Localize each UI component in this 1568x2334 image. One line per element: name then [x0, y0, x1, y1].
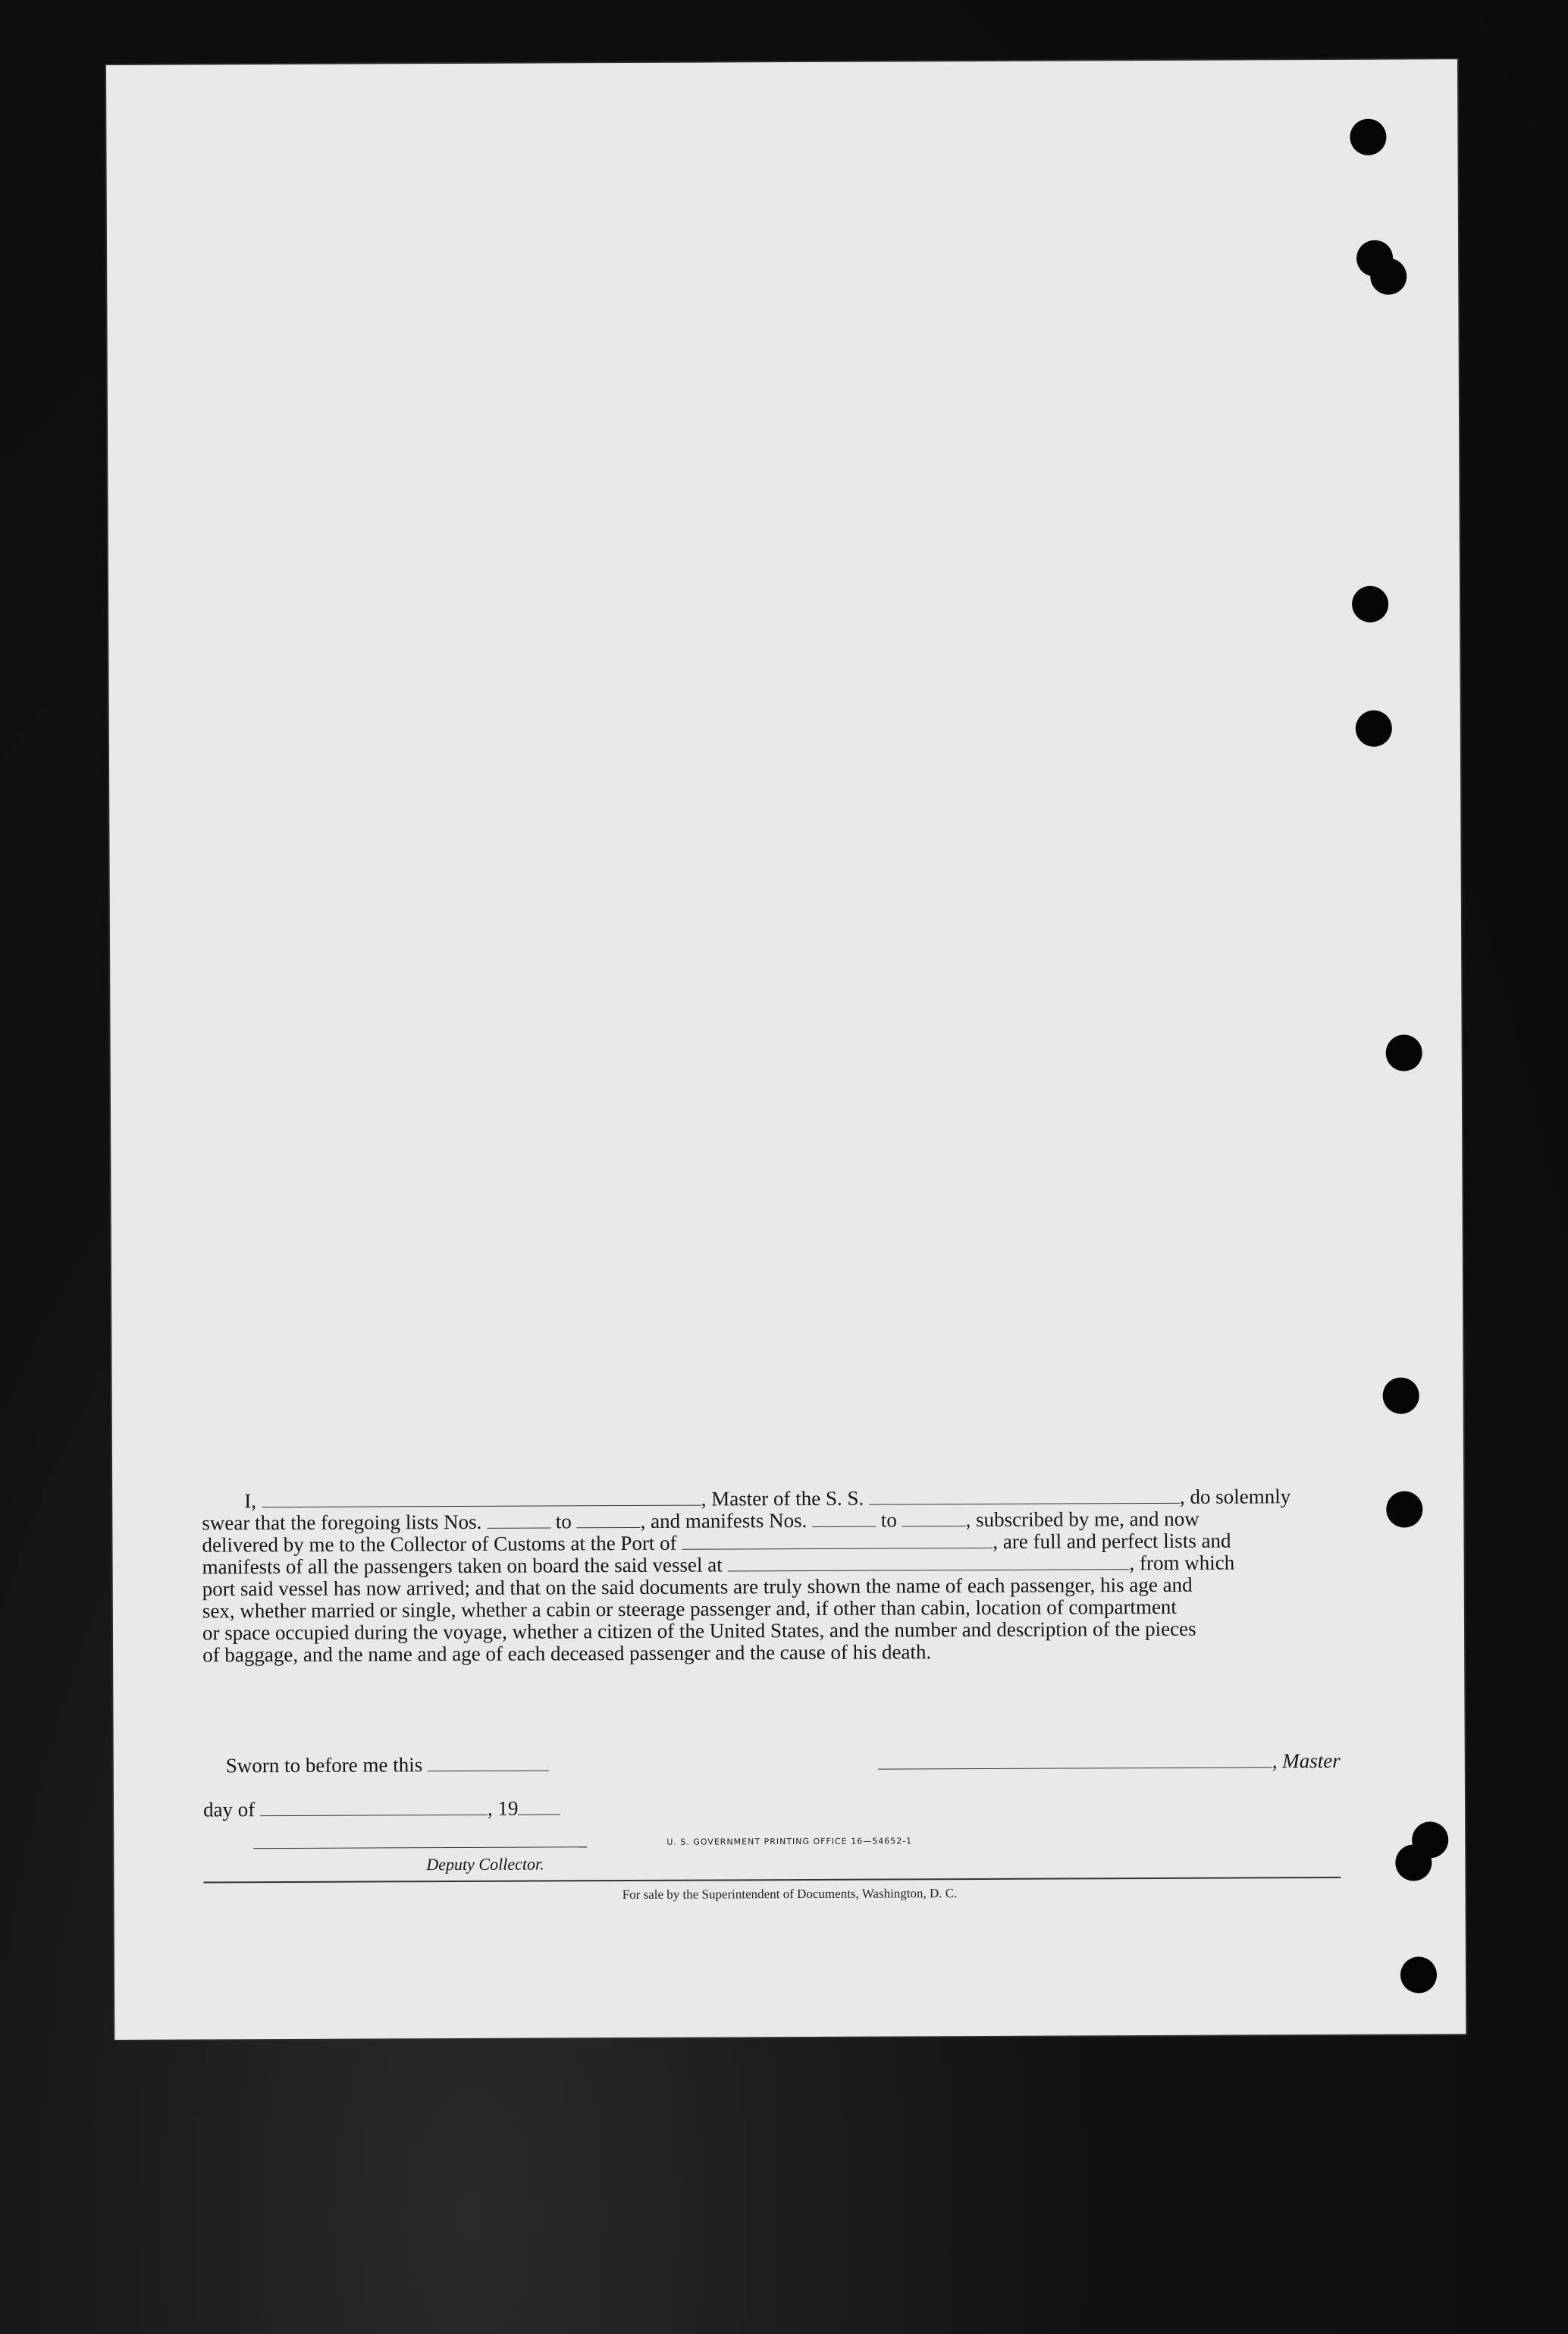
oath-text: , and manifests Nos.	[640, 1508, 808, 1532]
punch-hole	[1395, 1844, 1432, 1881]
sworn-label: Sworn to before me this	[225, 1753, 423, 1777]
ship-name-blank	[869, 1489, 1180, 1505]
oath-text: , are full and perfect lists and	[993, 1529, 1231, 1553]
punch-hole	[1386, 1034, 1422, 1071]
oath-line: of baggage, and the name and age of each deceased passenger and the cause of his death.	[202, 1640, 932, 1667]
master-oath-paragraph	[202, 1485, 1340, 1667]
departure-port-blank	[727, 1555, 1129, 1571]
oath-text: to	[555, 1510, 572, 1533]
sworn-line	[226, 1752, 549, 1777]
oath-line: or space occupied during the voyage, whether a citizen of the United States, and the number and description of the pieces	[202, 1617, 1196, 1645]
punch-hole	[1350, 119, 1386, 155]
oath-text: delivered by me to the Collector of Customs at the Port of	[202, 1531, 677, 1557]
punch-hole	[1400, 1956, 1437, 1993]
day-of-label: day of	[202, 1798, 256, 1821]
oath-line: port said vessel has now arrived; and that on the said documents are truly shown the name of each passenger, his age and	[202, 1573, 1193, 1601]
day-of-line	[203, 1796, 561, 1821]
master-signature-line	[878, 1749, 1341, 1775]
year-label: , 19	[487, 1796, 519, 1820]
punch-hole	[1352, 586, 1388, 623]
punch-hole	[1386, 1491, 1422, 1527]
manifest-no-blank	[902, 1512, 966, 1526]
month-blank	[260, 1801, 488, 1816]
list-no-blank	[577, 1514, 641, 1528]
manifest-page-back	[106, 59, 1466, 2040]
master-signature-blank	[878, 1753, 1272, 1769]
oath-line: sex, whether married or single, whether a cabin or steerage passenger and, if other than cabin, location of compartment	[202, 1595, 1177, 1623]
oath-text: , do solemnly	[1179, 1485, 1291, 1508]
oath-text: , from which	[1129, 1551, 1235, 1575]
oath-text: , Master of the S. S.	[701, 1486, 864, 1511]
punch-hole	[1356, 711, 1392, 747]
for-sale-notice: For sale by the Superintendent of Documents, Washington, D. C.	[622, 1886, 958, 1903]
master-name-blank	[262, 1492, 701, 1508]
year-blank	[518, 1800, 560, 1815]
port-blank	[682, 1534, 993, 1550]
oath-text: to	[880, 1508, 897, 1532]
oath-text: manifests of all the passengers taken on board the said vessel at	[202, 1553, 723, 1579]
oath-text: , subscribed by me, and now	[965, 1507, 1200, 1532]
oath-text: I,	[244, 1489, 257, 1513]
punch-hole	[1383, 1377, 1419, 1413]
sworn-date-blank	[428, 1756, 549, 1771]
punch-hole	[1370, 259, 1406, 295]
list-no-blank	[487, 1514, 550, 1528]
printer-imprint: U. S. GOVERNMENT PRINTING OFFICE 16—54652-1	[666, 1836, 913, 1847]
deputy-collector-label: Deputy Collector.	[426, 1854, 544, 1874]
oath-text: swear that the foregoing lists Nos.	[202, 1510, 482, 1535]
manifest-no-blank	[812, 1513, 876, 1527]
master-label: , Master	[1272, 1749, 1341, 1773]
